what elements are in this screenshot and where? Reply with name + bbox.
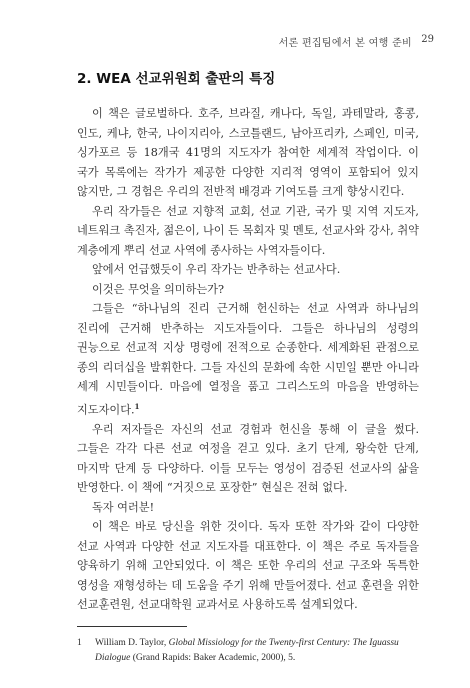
footnote-publisher: (Grand Rapids: Baker Academic, 2000), 5. [130,653,296,663]
footnote [77,636,419,666]
running-header [0,34,470,50]
paragraph: 앞에서 언급했듯이 우리 작가는 반추하는 선교사다. [92,263,341,276]
footnote-marker[interactable]: 1 [134,401,140,411]
paragraph: 독자 여러분! [92,500,155,514]
paragraph-text: 그들은 “하나님의 진리 근거해 헌신하는 선교 사역과 하나님의 진리에 근거해 반추하는 지도자들이다. 그들은 하나님의 성령의 권능으로 선교적 지상 명령에 전적으로 순종한다. 세계화된 관점으로 종의 리더십을 발휘한다. 그들 자신의 문화에 속한 시민일 뿐만 아니라 세계 시민들이다. 마음에 열정을 품고 그리스도의 마음을 반영하는 지도자이다. [77,302,419,417]
footnote-book-title: Global Missiology for the Twenty-first Century: The Iguassu Dialogue [95,638,399,663]
footnote-text [95,636,419,666]
paragraph: 이 책은 글로벌하다. 호주, 브라질, 캐나다, 독일, 과테말라, 홍콩, 인도, 케냐, 한국, 나이지리아, 스코틀랜드, 남아프리카, 스페인, 미국, 싱가포르 등 18개국 41명의 지도자가 참여한 세계적 작업이다. 이 국가 목록에는 작가가 제공한 다양한 지리적 영역이 포함되어 있지 않지만, 그 경험은 우리의 전반적 배경과 기여도를 크게 향상시킨다. [77,107,419,198]
section-heading: 2. WEA 선교위원회 출판의 특징 [77,71,276,87]
paragraph: 우리 저자들은 자신의 선교 경험과 헌신을 통해 이 글을 썼다. 그들은 각각 다른 선교 여정을 걷고 있다. 초기 단계, 왕숙한 단계, 마지막 단계 등 다양하다. 이들 모두는 영성이 검증된 선교사의 삶을 반영한다. 이 책에 “거짓으로 포장한” 현실은 전혀 없다. [77,422,419,495]
paragraph: 우리 작가들은 선교 지향적 교회, 선교 기관, 국가 및 지역 지도자, 네트워크 촉진자, 젊은이, 나이 든 목회자 및 멘토, 선교사와 강사, 취약 계층에게 뿌리 선교 사역에 종사하는 사역자들이다. [77,204,419,257]
paragraph: 이것은 무엇을 의미하는가? [92,282,224,296]
footnote-divider [77,626,187,627]
body-text [77,104,419,615]
footnote-author: William D. Taylor, [95,638,169,648]
paragraph: 이 책은 바로 당신을 위한 것이다. 독자 또한 작가와 같이 다양한 선교 사역과 다양한 선교 지도자를 대표한다. 이 책은 주로 독자들을 양육하기 위해 고안되었다. 이 책은 또한 우리의 선교 구조와 독특한 영성을 재형성하는 데 도움을 주기 위해 만들어졌다. 선교 훈련을 위한 선교훈련원, 선교대학원 교과서로 사용하도록 설계되었다. [77,520,419,612]
page-number: 29 [421,34,434,45]
running-title: 서론 편집팀에서 본 여행 준비 [278,38,412,49]
footnote-number: 1 [77,638,82,648]
paragraph-with-footnote [77,299,419,420]
